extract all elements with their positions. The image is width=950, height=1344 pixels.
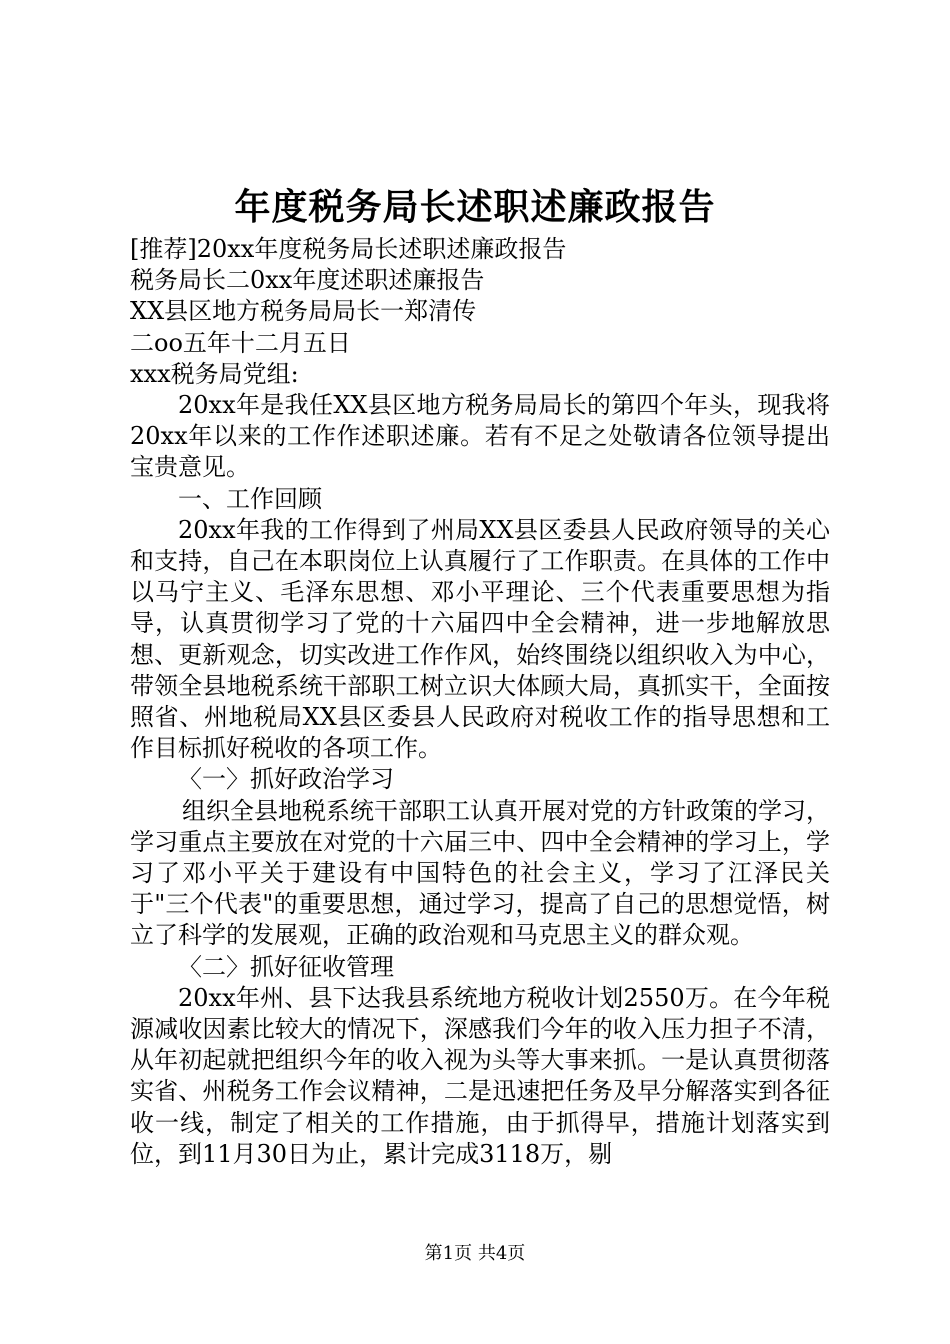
recommend-line: [推荐]20xx年度税务局长述职述廉政报告 (130, 235, 567, 263)
collection-management-paragraph: 20xx年州、县下达我县系统地方税收计划2550万。在今年税源减收因素比较大的情况下，深感我们今年的收入压力担子不清，从年初起就把组织今年的收入视为头等大事来抓。一是认真贯彻落实省、州税务工作会议精神，二是迅速把任务及早分解落实到各征收一线，制定了相关的工作措施，由于抓得早，措施计划落实到位，到11月30日为止，累计完成3118万，剔 (130, 983, 830, 1168)
subsection-heading-political-study: 〈一〉抓好政治学习 (178, 765, 394, 794)
work-review-paragraph: 20xx年我的工作得到了州局XX县区委县人民政府领导的关心和支持，自己在本职岗位上认真履行了工作职责。在具体的工作中以马宁主义、毛泽东思想、邓小平理论、三个代表重要思想为指导，认真贯彻学习了党的十六届四中全会精神，进一步地解放思想、更新观念，切实改进工作作风，始终围绕以组织收入为中心，带领全县地税系统干部职工树立识大体顾大局，真抓实干，全面按照省、州地税局XX县区委县人民政府对税收工作的指导思想和工作目标抓好税收的各项工作。 (130, 515, 830, 763)
document-body (130, 234, 830, 1170)
intro-paragraph: 20xx年是我任XX县区地方税务局局长的第四个年头，现我将20xx年以来的工作作述职述廉。若有不足之处敬请各位领导提出宝贵意见。 (130, 390, 830, 482)
section-heading-work-review: 一、工作回顾 (178, 484, 322, 513)
subsection-heading-collection-management: 〈二〉抓好征收管理 (178, 952, 394, 981)
document-title: 年度税务局长述职述廉政报告 (234, 186, 716, 228)
addressee-line: xxx税务局党组: (130, 359, 299, 388)
author-line: XX县区地方税务局局长一郑清传 (130, 297, 477, 326)
page-number-footer: 第1页 共4页 (424, 1243, 526, 1264)
political-study-paragraph: 组织全县地税系统干部职工认真开展对党的方针政策的学习，学习重点主要放在对党的十六届三中、四中全会精神的学习上，学习了邓小平关于建设有中国特色的社会主义，学习了江泽民关于"三个代表"的重要思想，通过学习，提高了自己的思想觉悟，树立了科学的发展观，正确的政治观和马克思主义的群众观。 (130, 796, 830, 950)
date-line: 二oo五年十二月五日 (130, 328, 351, 357)
report-subtitle: 税务局长二0xx年度述职述廉报告 (130, 266, 485, 295)
